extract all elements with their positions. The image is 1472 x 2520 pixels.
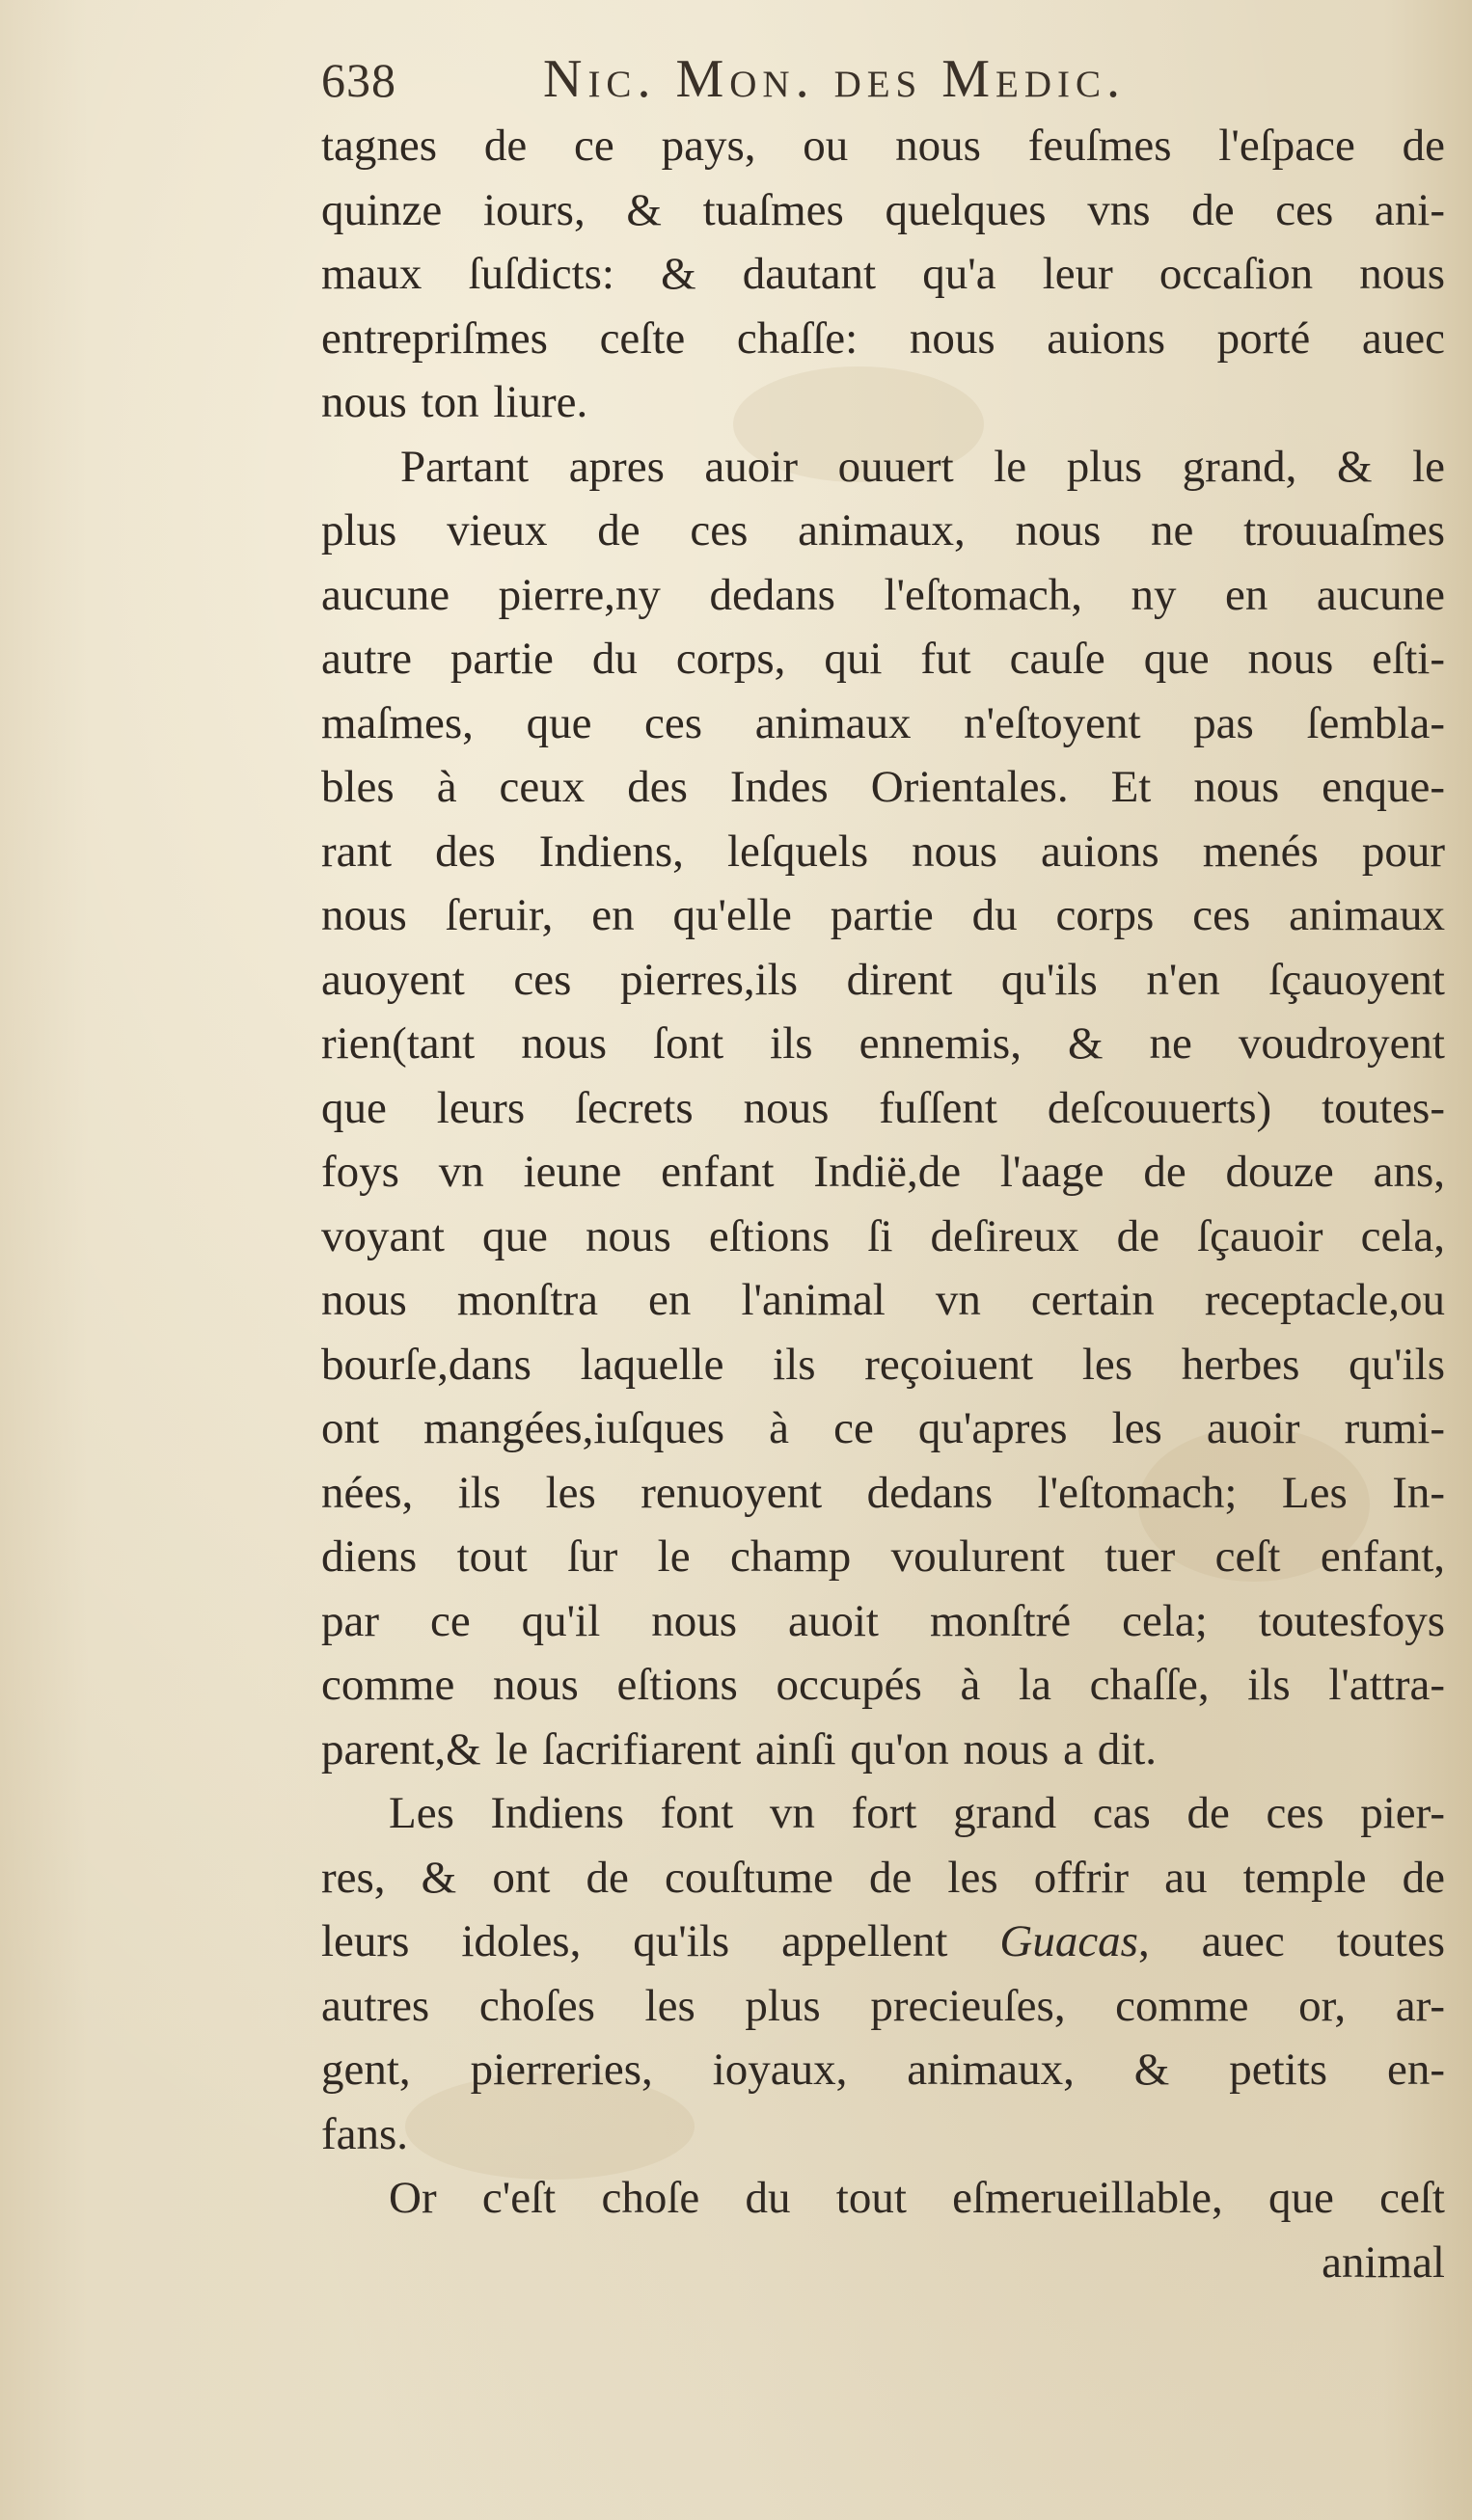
text-line: voyant que nous eſtions ſi deſireux de ſçauoir cela, — [321, 1210, 1445, 1261]
text-line: nous monſtra en l'animal vn certain receptacle,ou — [321, 1275, 1445, 1325]
text-line: maux ſuſdicts: & dautant qu'a leur occaſion nous — [321, 249, 1445, 299]
text-line: ont mangées,iuſques à ce qu'apres les auoir rumi- — [321, 1403, 1445, 1453]
text-segment: leurs idoles, qu'ils appellent — [321, 1916, 948, 1966]
text-line: nous ton liure. — [321, 377, 588, 427]
text-line: parent,& le ſacrifiarent ainſi qu'on nous a dit. — [321, 1723, 1158, 1775]
text-line: bourſe,dans laquelle ils reçoiuent les herbes qu'ils — [321, 1339, 1445, 1390]
text-segment: , auec toutes — [1137, 1916, 1445, 1966]
text-line: nous ſeruir, en qu'elle partie du corps ces animaux — [321, 890, 1445, 940]
text-line: que leurs ſecrets nous fuſſent deſcouuerts) toutes- — [321, 1082, 1445, 1133]
text-line: foys vn ieune enfant Indië,de l'aage de douze ans, — [321, 1147, 1445, 1197]
text-line: diens tout ſur le champ voulurent tuer ceſt enfant, — [321, 1531, 1445, 1582]
text-line: rant des Indiens, leſquels nous auions menés pour — [321, 826, 1445, 877]
page-number: 638 — [321, 53, 396, 107]
running-head: Nic. Mon. des Medic. — [543, 49, 1127, 109]
text-line: maſmes, que ces animaux n'eſtoyent pas ſembla- — [321, 697, 1445, 748]
text-line: par ce qu'il nous auoit monſtré cela; toutesfoys — [321, 1595, 1445, 1646]
catchword: animal — [1322, 2236, 1445, 2288]
paragraph-start-line: Or c'eſt choſe du tout eſmerueillable, que ceſt — [389, 2173, 1445, 2223]
text-line: autre partie du corps, qui fut cauſe que nous eſti- — [321, 634, 1445, 684]
text-line: res, & ont de couſtume de les offrir au temple de — [321, 1852, 1445, 1903]
text-line: gent, pierreries, ioyaux, animaux, & petits en- — [321, 2045, 1445, 2095]
body-text — [321, 114, 1445, 2294]
text-line: plus vieux de ces animaux, nous ne trouuaſmes — [321, 505, 1445, 555]
text-line: entrepriſmes ceſte chaſſe: nous auions porté auec — [321, 312, 1445, 364]
text-line: fans. — [321, 2108, 409, 2159]
text-line: comme nous eſtions occupés à la chaſſe, ils l'attra- — [321, 1660, 1445, 1710]
text-line — [321, 1910, 1445, 1974]
text-line: nées, ils les renuoyent dedans l'eſtomach; Les In- — [321, 1467, 1445, 1518]
text-line: bles à ceux des Indes Orientales. Et nous enque- — [321, 762, 1445, 812]
italic-term: Guacas — [999, 1916, 1138, 1966]
paragraph-start-line: Les Indiens font vn fort grand cas de ces pier- — [389, 1788, 1445, 1838]
text-line: auoyent ces pierres,ils dirent qu'ils n'en ſçauoyent — [321, 954, 1445, 1005]
text-line: autres choſes les plus precieuſes, comme or, ar- — [321, 1980, 1445, 2031]
text-line: aucune pierre,ny dedans l'eſtomach, ny en aucune — [321, 569, 1445, 620]
text-line: quinze iours, & tuaſmes quelques vns de ces ani- — [321, 184, 1445, 235]
paragraph-start-line: Partant apres auoir ouuert le plus grand, & le — [400, 441, 1445, 492]
page-header — [321, 46, 1431, 123]
text-line: tagnes de ce pays, ou nous feuſmes l'eſpace de — [321, 121, 1445, 171]
text-line: rien(tant nous ſont ils ennemis, & ne voudroyent — [321, 1018, 1445, 1069]
